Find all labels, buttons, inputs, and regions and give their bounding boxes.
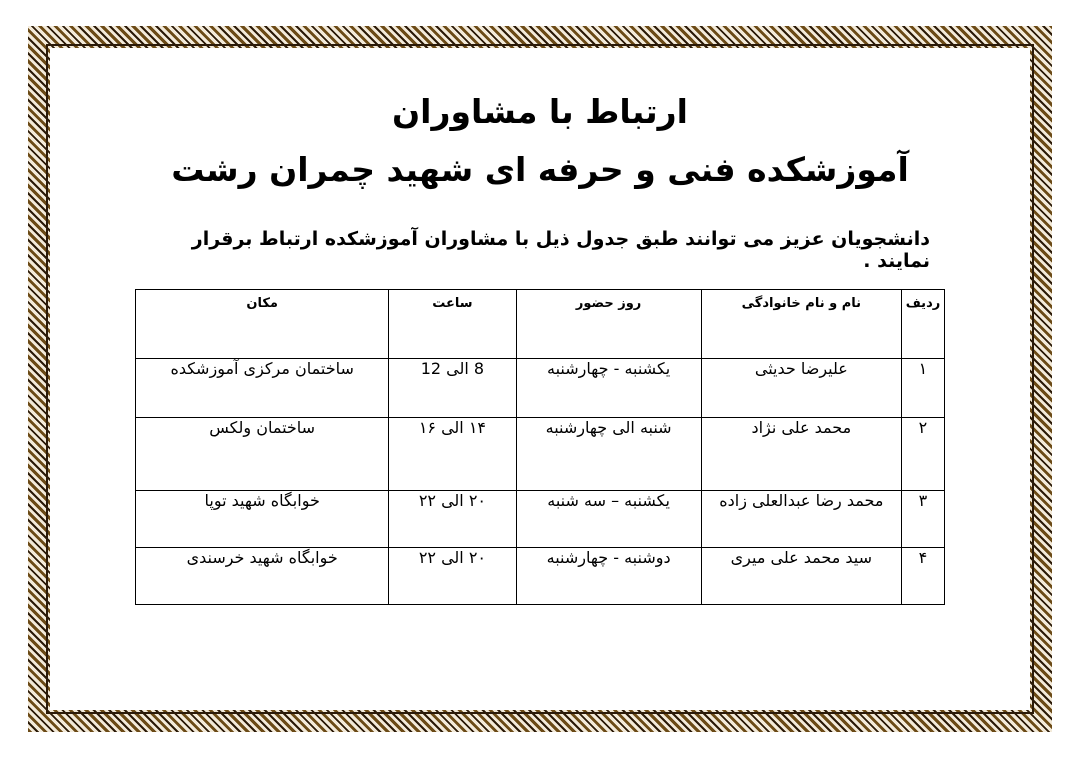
attendance-time: ۲۰ الی ۲۲: [389, 548, 516, 605]
attendance-time: ۱۴ الی ۱۶: [389, 418, 516, 491]
advisor-name: محمد علی نژاد: [701, 418, 901, 491]
attendance-day: شنبه الی چهارشنبه: [516, 418, 701, 491]
attendance-time: ۲۰ الی ۲۲: [389, 491, 516, 548]
header-time: ساعت: [389, 290, 516, 359]
intro-text: دانشجویان عزیز می توانند طبق جدول ذیل با مشاوران آموزشکده ارتباط برقرار نمایند .: [191, 228, 930, 272]
location: خوابگاه شهید توپا: [136, 491, 389, 548]
row-number: ۴: [901, 548, 944, 605]
header-day: روز حضور: [516, 290, 701, 359]
advisors-table: [135, 289, 945, 605]
page-subtitle: آموزشکده فنی و حرفه ای شهید چمران رشت: [171, 150, 909, 189]
table-row: [136, 548, 945, 605]
advisor-name: سید محمد علی میری: [701, 548, 901, 605]
attendance-day: یکشنبه – سه شنبه: [516, 491, 701, 548]
advisor-name: علیرضا حدیثی: [701, 359, 901, 418]
header-place: مکان: [136, 290, 389, 359]
attendance-day: دوشنبه - چهارشنبه: [516, 548, 701, 605]
row-number: ۲: [901, 418, 944, 491]
location: ساختمان مرکزی آموزشکده: [136, 359, 389, 418]
location: خوابگاه شهید خرسندی: [136, 548, 389, 605]
row-number: ۱: [901, 359, 944, 418]
table-header-row: [136, 290, 945, 359]
table-row: [136, 418, 945, 491]
advisor-name: محمد رضا عبدالعلی زاده: [701, 491, 901, 548]
table-row: [136, 359, 945, 418]
attendance-day: یکشنبه - چهارشنبه: [516, 359, 701, 418]
header-row-number: ردیف: [901, 290, 944, 359]
header-name: نام و نام خانوادگی: [701, 290, 901, 359]
row-number: ۳: [901, 491, 944, 548]
location: ساختمان ولکس: [136, 418, 389, 491]
page-title: ارتباط با مشاوران: [392, 92, 688, 131]
attendance-time: 8 الی 12: [389, 359, 516, 418]
table-row: [136, 491, 945, 548]
